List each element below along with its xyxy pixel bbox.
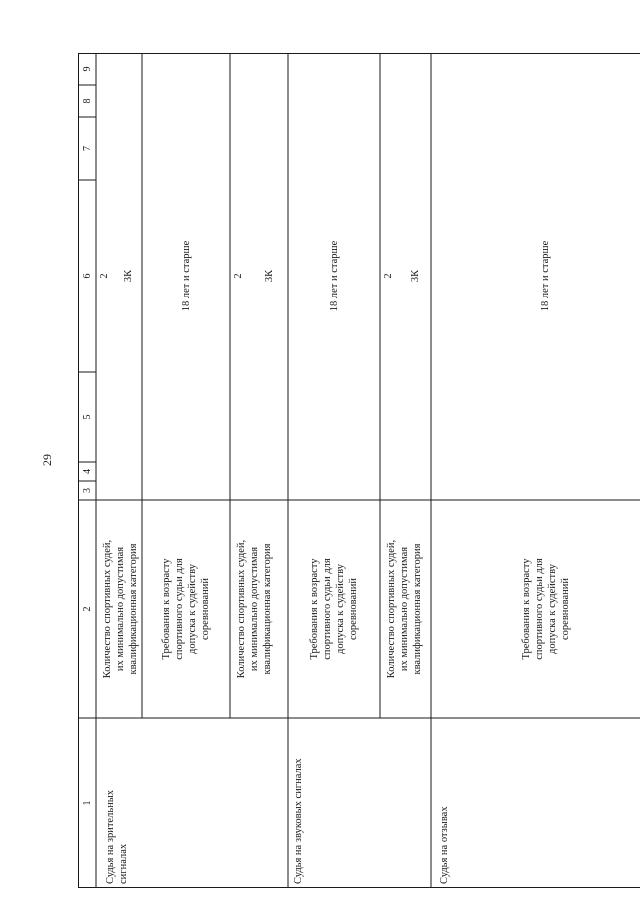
- row-label: Количество спортивных судей, их минимально допустимая квалификационная категория: [101, 539, 139, 679]
- qualification-category: 3К: [122, 269, 134, 283]
- group-name: Судья на зрительных сигналах: [105, 789, 129, 884]
- judge-count: 2: [233, 273, 244, 279]
- judge-count: 2: [383, 273, 394, 279]
- judge-count: 2: [99, 273, 110, 279]
- age-requirement: 18 лет и старше: [328, 240, 340, 312]
- col-header-4: 4: [81, 469, 93, 474]
- row-label: Количество спортивных судей, их минимально допустимая квалификационная категория: [235, 539, 273, 679]
- row-label: Требования к возрасту спортивного судьи для допуска к судейству соревнований: [520, 558, 571, 660]
- col-header-3: 3: [81, 488, 93, 493]
- qualification-category: 3К: [263, 269, 275, 283]
- col-header-9: 9: [81, 66, 93, 72]
- col-header-6: 6: [81, 273, 93, 279]
- age-requirement: 18 лет и старше: [540, 240, 551, 312]
- col-header-8: 8: [81, 98, 93, 104]
- group-name: Судья на звуковых сигналах: [293, 758, 304, 884]
- col-header-2: 2: [81, 606, 93, 612]
- row-label: Требования к возрасту спортивного судьи для допуска к судейству соревнований: [161, 558, 211, 660]
- col-header-7: 7: [81, 146, 93, 151]
- col-header-1: 1: [81, 800, 93, 806]
- page-number: 29: [40, 454, 54, 466]
- col-header-5: 5: [81, 414, 93, 420]
- row-label: Требования к возрасту спортивного судьи для допуска к судейству соревнований: [309, 558, 359, 660]
- age-requirement: 18 лет и старше: [180, 240, 192, 312]
- row-label: Количество спортивных судей, их минимально допустимая квалификационная категория: [385, 539, 423, 679]
- requirements-table: [78, 53, 640, 888]
- group-name: Судья на отзывах: [439, 806, 450, 884]
- qualification-category: 3К: [410, 269, 421, 283]
